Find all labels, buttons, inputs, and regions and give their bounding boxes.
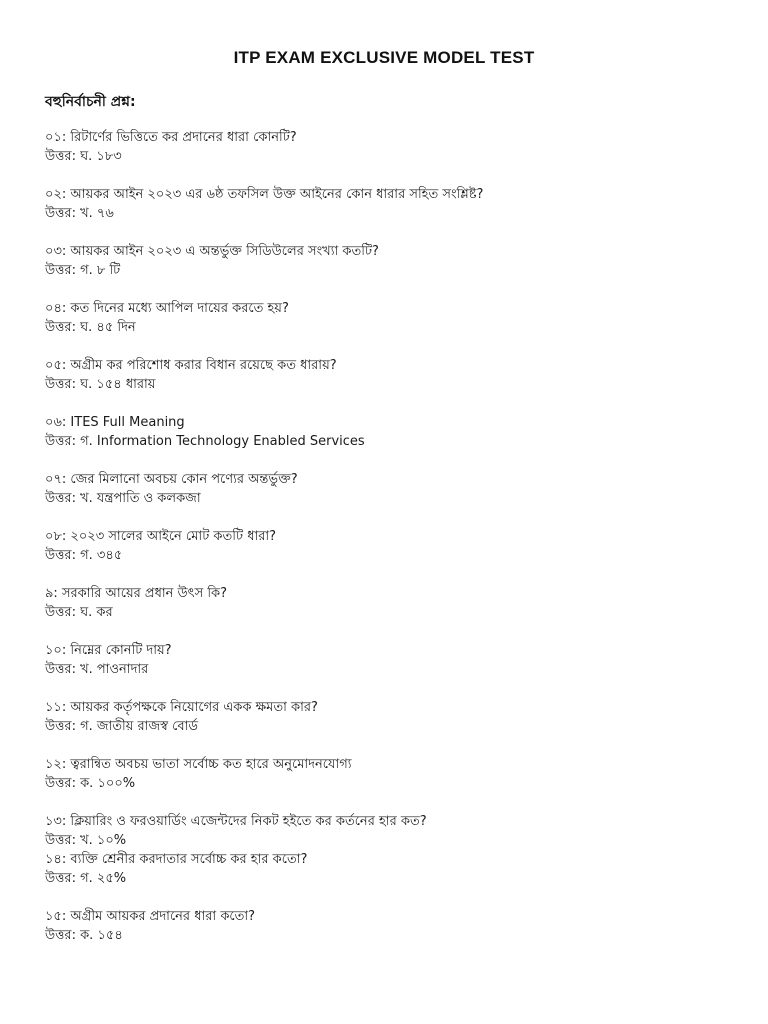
answer-text: উত্তর: গ. ৮ টি [45, 263, 121, 278]
question-text: ০৬: ITES Full Meaning [45, 415, 185, 430]
question-text: ০১: রিটার্ণের ভিত্তিতে কর প্রদানের ধারা কোনটি? [45, 130, 297, 145]
question-item-2 [45, 185, 735, 223]
question-item-13 [45, 812, 735, 850]
question-item-15 [45, 907, 735, 945]
answer-text: উত্তর: ঘ. ১৮৩ [45, 149, 122, 164]
question-text: ০২: আয়কর আইন ২০২৩ এর ৬ষ্ঠ তফসিল উক্ত আইনের কোন ধারার সহিত সংশ্লিষ্ট? [45, 187, 484, 202]
answer-text: উত্তর: গ. ৩৪৫ [45, 548, 123, 563]
answer-text: উত্তর: ক. ১০০% [45, 776, 136, 791]
question-item-9 [45, 584, 735, 622]
section-heading: বহুনির্বাচনী প্রশ্ন: [45, 94, 136, 110]
question-text: ৯: সরকারি আয়ের প্রধান উৎস কি? [45, 586, 228, 601]
answer-text: উত্তর: খ. যন্ত্রপাতি ও কলকজা [45, 491, 201, 506]
question-text: ০৮: ২০২৩ সালের আইনে মোট কতটি ধারা? [45, 529, 277, 544]
question-item-14 [45, 850, 735, 888]
question-text: ০৫: অগ্রীম কর পরিশোধ করার বিধান রয়েছে কত ধারায়? [45, 358, 337, 373]
question-item-1 [45, 128, 735, 166]
question-item-12 [45, 755, 735, 793]
question-text: ১৫: অগ্রীম আয়কর প্রদানের ধারা কতো? [45, 909, 256, 924]
question-item-8 [45, 527, 735, 565]
question-text: ০৪: কত দিনের মধ্যে আপিল দায়ের করতে হয়? [45, 301, 289, 316]
question-item-4 [45, 299, 735, 337]
answer-text: উত্তর: খ. ১০% [45, 833, 127, 848]
answer-text: উত্তর: খ. ৭৬ [45, 206, 114, 221]
answer-text: উত্তর: গ. ২৫% [45, 871, 127, 886]
question-text: ১২: ত্বরান্বিত অবচয় ভাতা সর্বোচ্চ কত হারে অনুমোদনযোগ্য [45, 757, 352, 772]
question-text: ০৭: জের মিলানো অবচয় কোন পণ্যের অন্তর্ভুক্ত? [45, 472, 298, 487]
question-text: ১৪: ব্যক্তি শ্রেনীর করদাতার সর্বোচ্চ কর হার কতো? [45, 852, 308, 867]
question-text: ১৩: ক্লিয়ারিং ও ফরওয়ার্ডিং এজেন্টদের নিকট হইতে কর কর্তনের হার কত? [45, 814, 427, 829]
question-list [45, 128, 735, 964]
question-text: ১১: আয়কর কর্তৃপক্ষকে নিয়োগের একক ক্ষমতা কার? [45, 700, 318, 715]
document-title: ITP EXAM EXCLUSIVE MODEL TEST [233, 48, 535, 67]
question-item-6 [45, 413, 735, 451]
answer-text: উত্তর: ঘ. ১৫৪ ধারায় [45, 377, 156, 392]
question-item-3 [45, 242, 735, 280]
question-item-5 [45, 356, 735, 394]
question-item-10 [45, 641, 735, 679]
answer-text: উত্তর: ঘ. ৪৫ দিন [45, 320, 136, 335]
answer-text: উত্তর: গ. জাতীয় রাজস্ব বোর্ড [45, 719, 198, 734]
answer-text: উত্তর: ক. ১৫৪ [45, 928, 123, 943]
answer-text: উত্তর: গ. Information Technology Enabled Services [45, 434, 365, 449]
question-item-7 [45, 470, 735, 508]
question-text: ১০: নিম্নের কোনটি দায়? [45, 643, 172, 658]
question-text: ০৩: আয়কর আইন ২০২৩ এ অন্তর্ভুক্ত সিডিউলের সংখ্যা কতটি? [45, 244, 379, 259]
answer-text: উত্তর: খ. পাওনাদার [45, 662, 149, 677]
question-item-11 [45, 698, 735, 736]
answer-text: উত্তর: ঘ. কর [45, 605, 113, 620]
